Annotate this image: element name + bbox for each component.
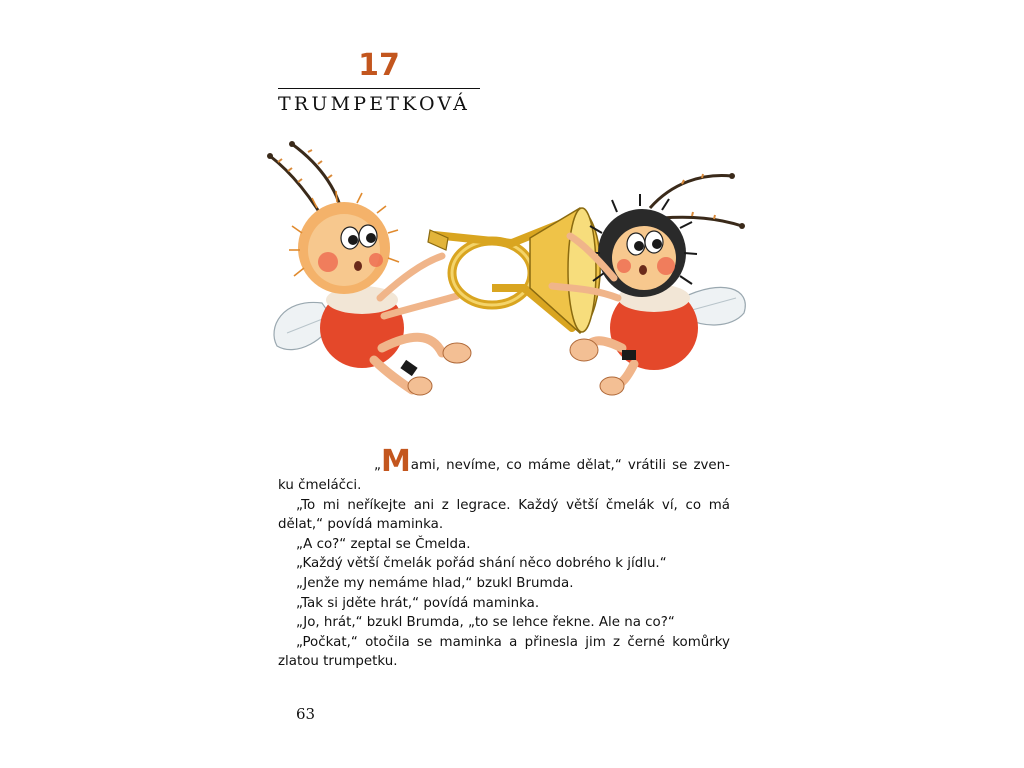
text-line-content: ami, nevíme, co máme dělat,“ vrátili se zven- (410, 458, 730, 473)
text-line (278, 444, 730, 479)
chapter-title: TRUMPETKOVÁ (278, 93, 471, 115)
text-line: „Jenže my nemáme hlad,“ bzukl Brumda. (296, 575, 574, 591)
left-bumblebee (267, 141, 471, 395)
story-text (278, 444, 730, 672)
chapter-number: 17 (358, 48, 400, 83)
drop-cap: M (380, 444, 411, 479)
text-line: dělat,“ povídá maminka. (278, 517, 444, 533)
page-number: 63 (296, 705, 316, 723)
text-line: „Jo, hrát,“ bzukl Brumda, „to se lehce řekne. Ale na co?“ (296, 615, 675, 631)
text-line: zlatou trumpetku. (278, 654, 398, 670)
golden-trumpet (428, 208, 600, 333)
opening-quote: „ (374, 458, 381, 473)
text-line: „A co?“ zeptal se Čmelda. (296, 536, 471, 552)
bumblebees-with-trumpet-illustration (262, 138, 752, 408)
text-line: „Každý větší čmelák pořád shání něco dobrého k jídlu.“ (296, 556, 667, 572)
text-line: „To mi neříkejte ani z legrace. Každý větší čmelák ví, co má (296, 497, 730, 513)
text-line: „Tak si jděte hrát,“ povídá maminka. (296, 595, 540, 611)
text-line: „Počkat,“ otočila se maminka a přinesla jim z černé komůrky (296, 634, 730, 650)
text-line: ku čmeláčci. (278, 478, 362, 493)
chapter-divider (278, 88, 480, 89)
